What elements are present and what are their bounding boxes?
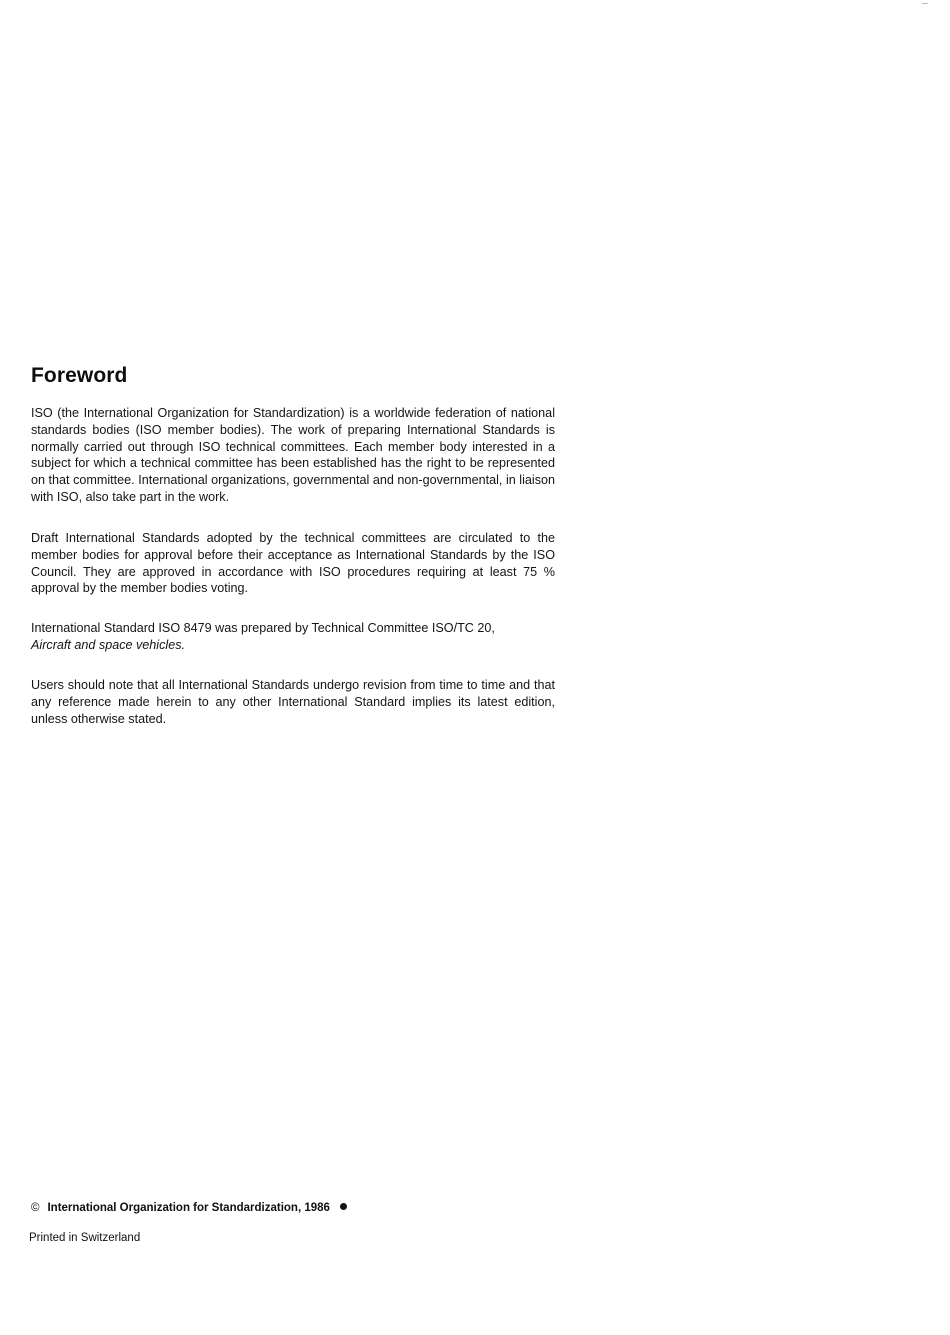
page-title: Foreword <box>31 364 128 387</box>
bullet-icon <box>340 1203 347 1210</box>
prepared-by-text: International Standard ISO 8479 was prepared by Technical Committee ISO/TC 20, <box>31 621 495 635</box>
paragraph-iso-federation: ISO (the International Organization for Standardization) is a worldwide federation of national standards bodies (ISO member bodies). The work of preparing International Standards is normally carried out through ISO technical committees. Each member body interested in a subject for which a technical committee has been established has the right to be represented on that committee. International organizations, governmental and non-governmental, in liaison with ISO, also take part in the work. <box>31 406 555 504</box>
copyright-text: International Organization for Standardization, 1986 <box>47 1202 330 1214</box>
committee-subject: Aircraft and space vehicles. <box>31 637 185 652</box>
copyright-line <box>31 1201 347 1216</box>
printed-location: Printed in Switzerland <box>29 1232 141 1244</box>
paragraph-prepared-by <box>31 620 555 654</box>
corner-mark <box>922 3 928 4</box>
paragraph-draft-standards: Draft International Standards adopted by the technical committees are circulated to the member bodies for approval before their acceptance as International Standards by the ISO Council. They are approved in accordance with ISO procedures requiring at least 75 % approval by the member bodies voting. <box>31 531 555 596</box>
paragraph-revision-note: Users should note that all International Standards undergo revision from time to time and that any reference made herein to any other International Standard implies its latest edition, unless otherwise stated. <box>31 678 555 726</box>
copyright-symbol: © <box>31 1202 40 1214</box>
